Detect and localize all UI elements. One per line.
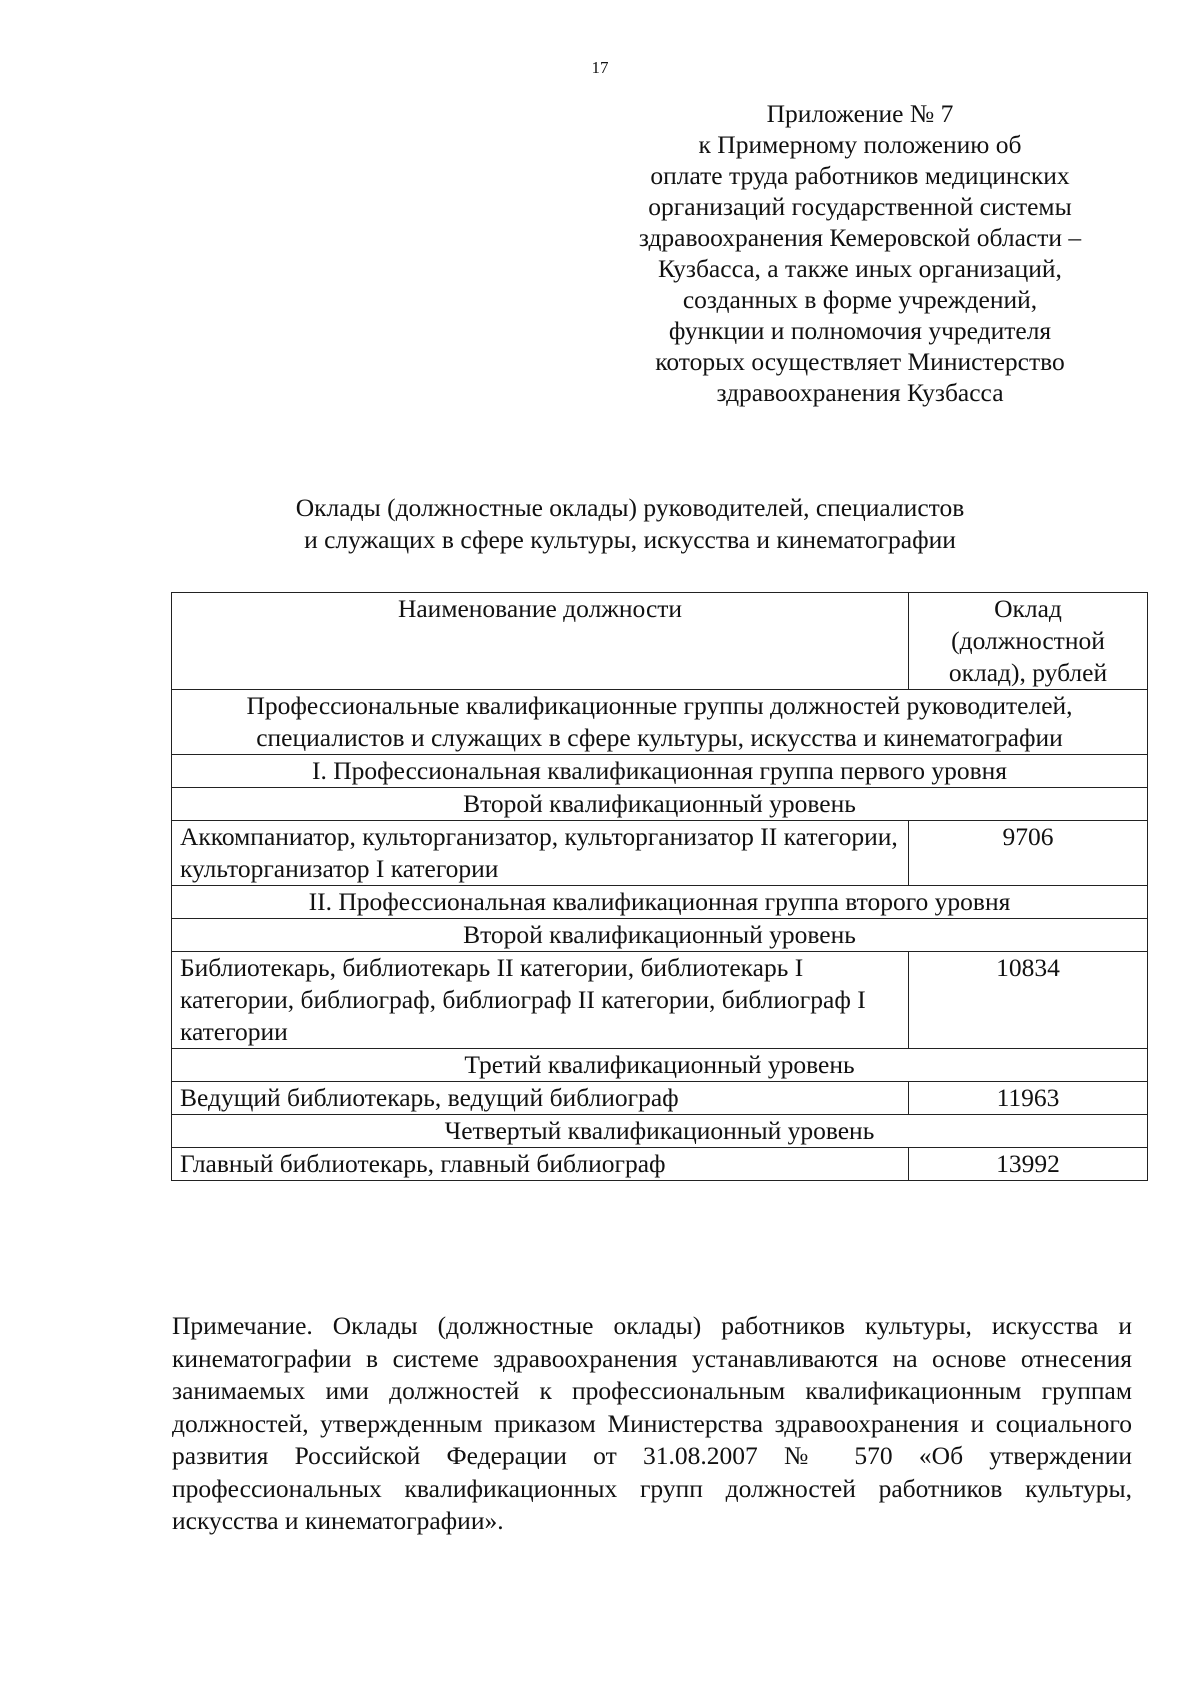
level-row (172, 919, 1148, 952)
position-names: Аккомпаниатор, культорганизатор, культорганизатор II категории, культорганизатор I категории (172, 821, 909, 886)
group-2-title: II. Профессиональная квалификационная группа второго уровня (172, 886, 1148, 919)
appendix-line: здравоохранения Кузбасса (716, 378, 1004, 407)
group-1-title: I. Профессиональная квалификационная группа первого уровня (172, 755, 1148, 788)
header-salary: Оклад (должностной оклад), рублей (909, 593, 1148, 690)
table-row (172, 821, 1148, 886)
table-row (172, 952, 1148, 1049)
appendix-line: созданных в форме учреждений, (682, 285, 1038, 314)
salary-value: 9706 (909, 821, 1148, 886)
group-2-level-2: Второй квалификационный уровень (172, 919, 1148, 952)
table-row (172, 1148, 1148, 1181)
appendix-line: организаций государственной системы (648, 192, 1072, 221)
salary-value: 13992 (909, 1148, 1148, 1181)
level-row (172, 1115, 1148, 1148)
title-line: Оклады (должностные оклады) руководителей, специалистов (295, 493, 965, 522)
appendix-line: функции и полномочия учредителя (668, 316, 1052, 345)
appendix-line: здравоохранения Кемеровской области – (638, 223, 1082, 252)
group-title-row (172, 755, 1148, 788)
appendix-line: Приложение № 7 (766, 99, 954, 128)
table-header-row (172, 593, 1148, 690)
group-2-level-4: Четвертый квалификационный уровень (172, 1115, 1148, 1148)
document-title (170, 492, 1090, 556)
appendix-line: которых осуществляет Министерство (655, 347, 1065, 376)
appendix-header (600, 98, 1120, 408)
level-row (172, 788, 1148, 821)
section-heading: Профессиональные квалификационные группы должностей руководителей, специалистов и служащих в сфере культуры, искусства и кинематографии (172, 690, 1148, 755)
position-names: Главный библиотекарь, главный библиограф (172, 1148, 909, 1181)
section-heading-row (172, 690, 1148, 755)
title-line: и служащих в сфере культуры, искусства и кинематографии (304, 525, 956, 554)
position-names: Ведущий библиотекарь, ведущий библиограф (172, 1082, 909, 1115)
appendix-line: к Примерному положению об (698, 130, 1022, 159)
level-row (172, 1049, 1148, 1082)
group-1-level-2: Второй квалификационный уровень (172, 788, 1148, 821)
salary-value: 10834 (909, 952, 1148, 1049)
table-row (172, 1082, 1148, 1115)
group-title-row (172, 886, 1148, 919)
salary-value: 11963 (909, 1082, 1148, 1115)
header-position-name: Наименование должности (172, 593, 909, 690)
position-names: Библиотекарь, библиотекарь II категории, библиотекарь I категории, библиограф, библиограф II категории, библиограф I категории (172, 952, 909, 1049)
appendix-line: Кузбасса, а также иных организаций, (658, 254, 1062, 283)
note-paragraph: Примечание. Оклады (должностные оклады) работников культуры, искусства и кинематографии в системе здравоохранения устанавливаются на основе отнесения занимаемых ими должностей к профессиональным квалификационным группам должностей, утвержденным приказом Министерства здравоохранения и социального развития Российской Федерации от 31.08.2007 № 570 «Об утверждении профессиональных квалификационных групп должностей работников культуры, искусства и кинематографии». (172, 1311, 1132, 1535)
group-2-level-3: Третий квалификационный уровень (172, 1049, 1148, 1082)
salary-table (171, 592, 1148, 1181)
appendix-line: оплате труда работников медицинских (650, 161, 1070, 190)
page-number: 17 (591, 58, 609, 77)
